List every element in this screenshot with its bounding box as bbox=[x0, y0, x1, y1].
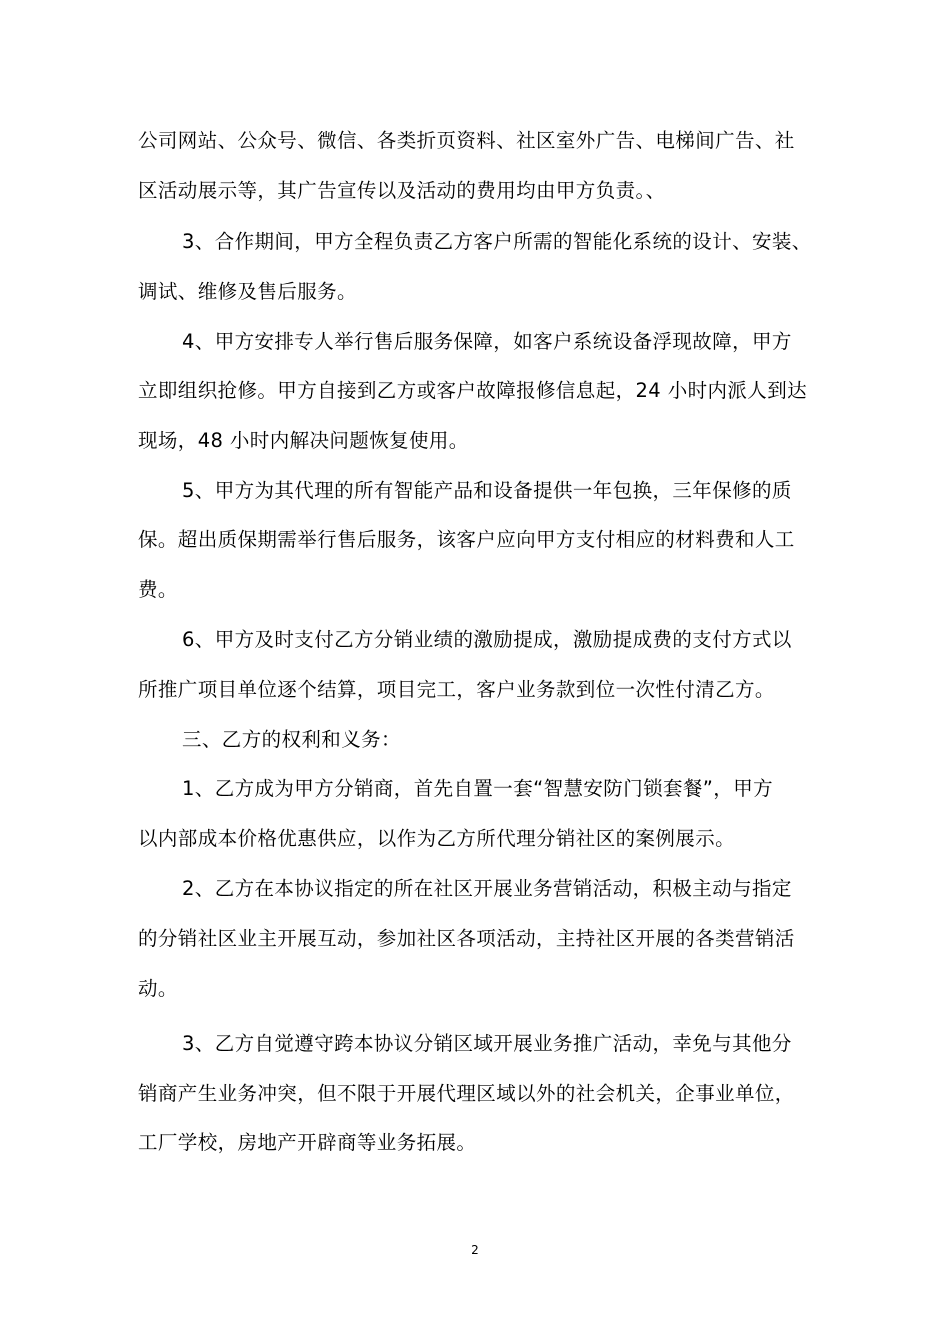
text-line: 调试、维修及售后服务。 bbox=[138, 280, 357, 303]
text-line: 3、合作期间，甲方全程负责乙方客户所需的智能化系统的设计、安装、 bbox=[182, 230, 812, 253]
text-line: 的分销社区业主开展互动，参加社区各项活动，主持社区开展的各类营销活 bbox=[138, 927, 795, 950]
section-heading: 三、乙方的权利和义务： bbox=[182, 728, 401, 751]
text-line: 6、甲方及时支付乙方分销业绩的激励提成，激励提成费的支付方式以 bbox=[182, 628, 792, 651]
text-line: 以内部成本价格优惠供应，以作为乙方所代理分销社区的案例展示。 bbox=[138, 827, 736, 850]
text-line: 4、甲方安排专人举行售后服务保障，如客户系统设备浮现故障，甲方 bbox=[182, 330, 792, 353]
text-line: 现场，48 小时内解决问题恢复使用。 bbox=[138, 429, 469, 452]
text-line: 工厂学校，房地产开辟商等业务拓展。 bbox=[138, 1131, 477, 1154]
text-line: 区活动展示等，其广告宣传以及活动的费用均由甲方负责。、 bbox=[138, 179, 666, 202]
text-line: 5、甲方为其代理的所有智能产品和设备提供一年包换，三年保修的质 bbox=[182, 479, 792, 502]
text-line: 所推广项目单位逐个结算，项目完工，客户业务款到位一次性付清乙方。 bbox=[138, 678, 775, 701]
text-line: 立即组织抢修。甲方自接到乙方或客户故障报修信息起，24 小时内派人到达 bbox=[138, 379, 808, 402]
text-line: 2、乙方在本协议指定的所在社区开展业务营销活动，积极主动与指定 bbox=[182, 877, 792, 900]
text-line: 保。超出质保期需举行售后服务，该客户应向甲方支付相应的材料费和人工 bbox=[138, 528, 795, 551]
text-line: 动。 bbox=[138, 977, 178, 1000]
text-line: 费。 bbox=[138, 578, 178, 601]
text-line: 3、乙方自觉遵守跨本协议分销区域开展业务推广活动，幸免与其他分 bbox=[182, 1032, 792, 1055]
text-line: 1、乙方成为甲方分销商，首先自置一套“智慧安防门锁套餐”，甲方 bbox=[182, 777, 774, 800]
text-line: 销商产生业务冲突，但不限于开展代理区域以外的社会机关，企事业单位， bbox=[138, 1082, 795, 1105]
text-line: 公司网站、公众号、微信、各类折页资料、社区室外广告、电梯间广告、社 bbox=[138, 129, 795, 152]
page-number: 2 bbox=[471, 1243, 479, 1257]
